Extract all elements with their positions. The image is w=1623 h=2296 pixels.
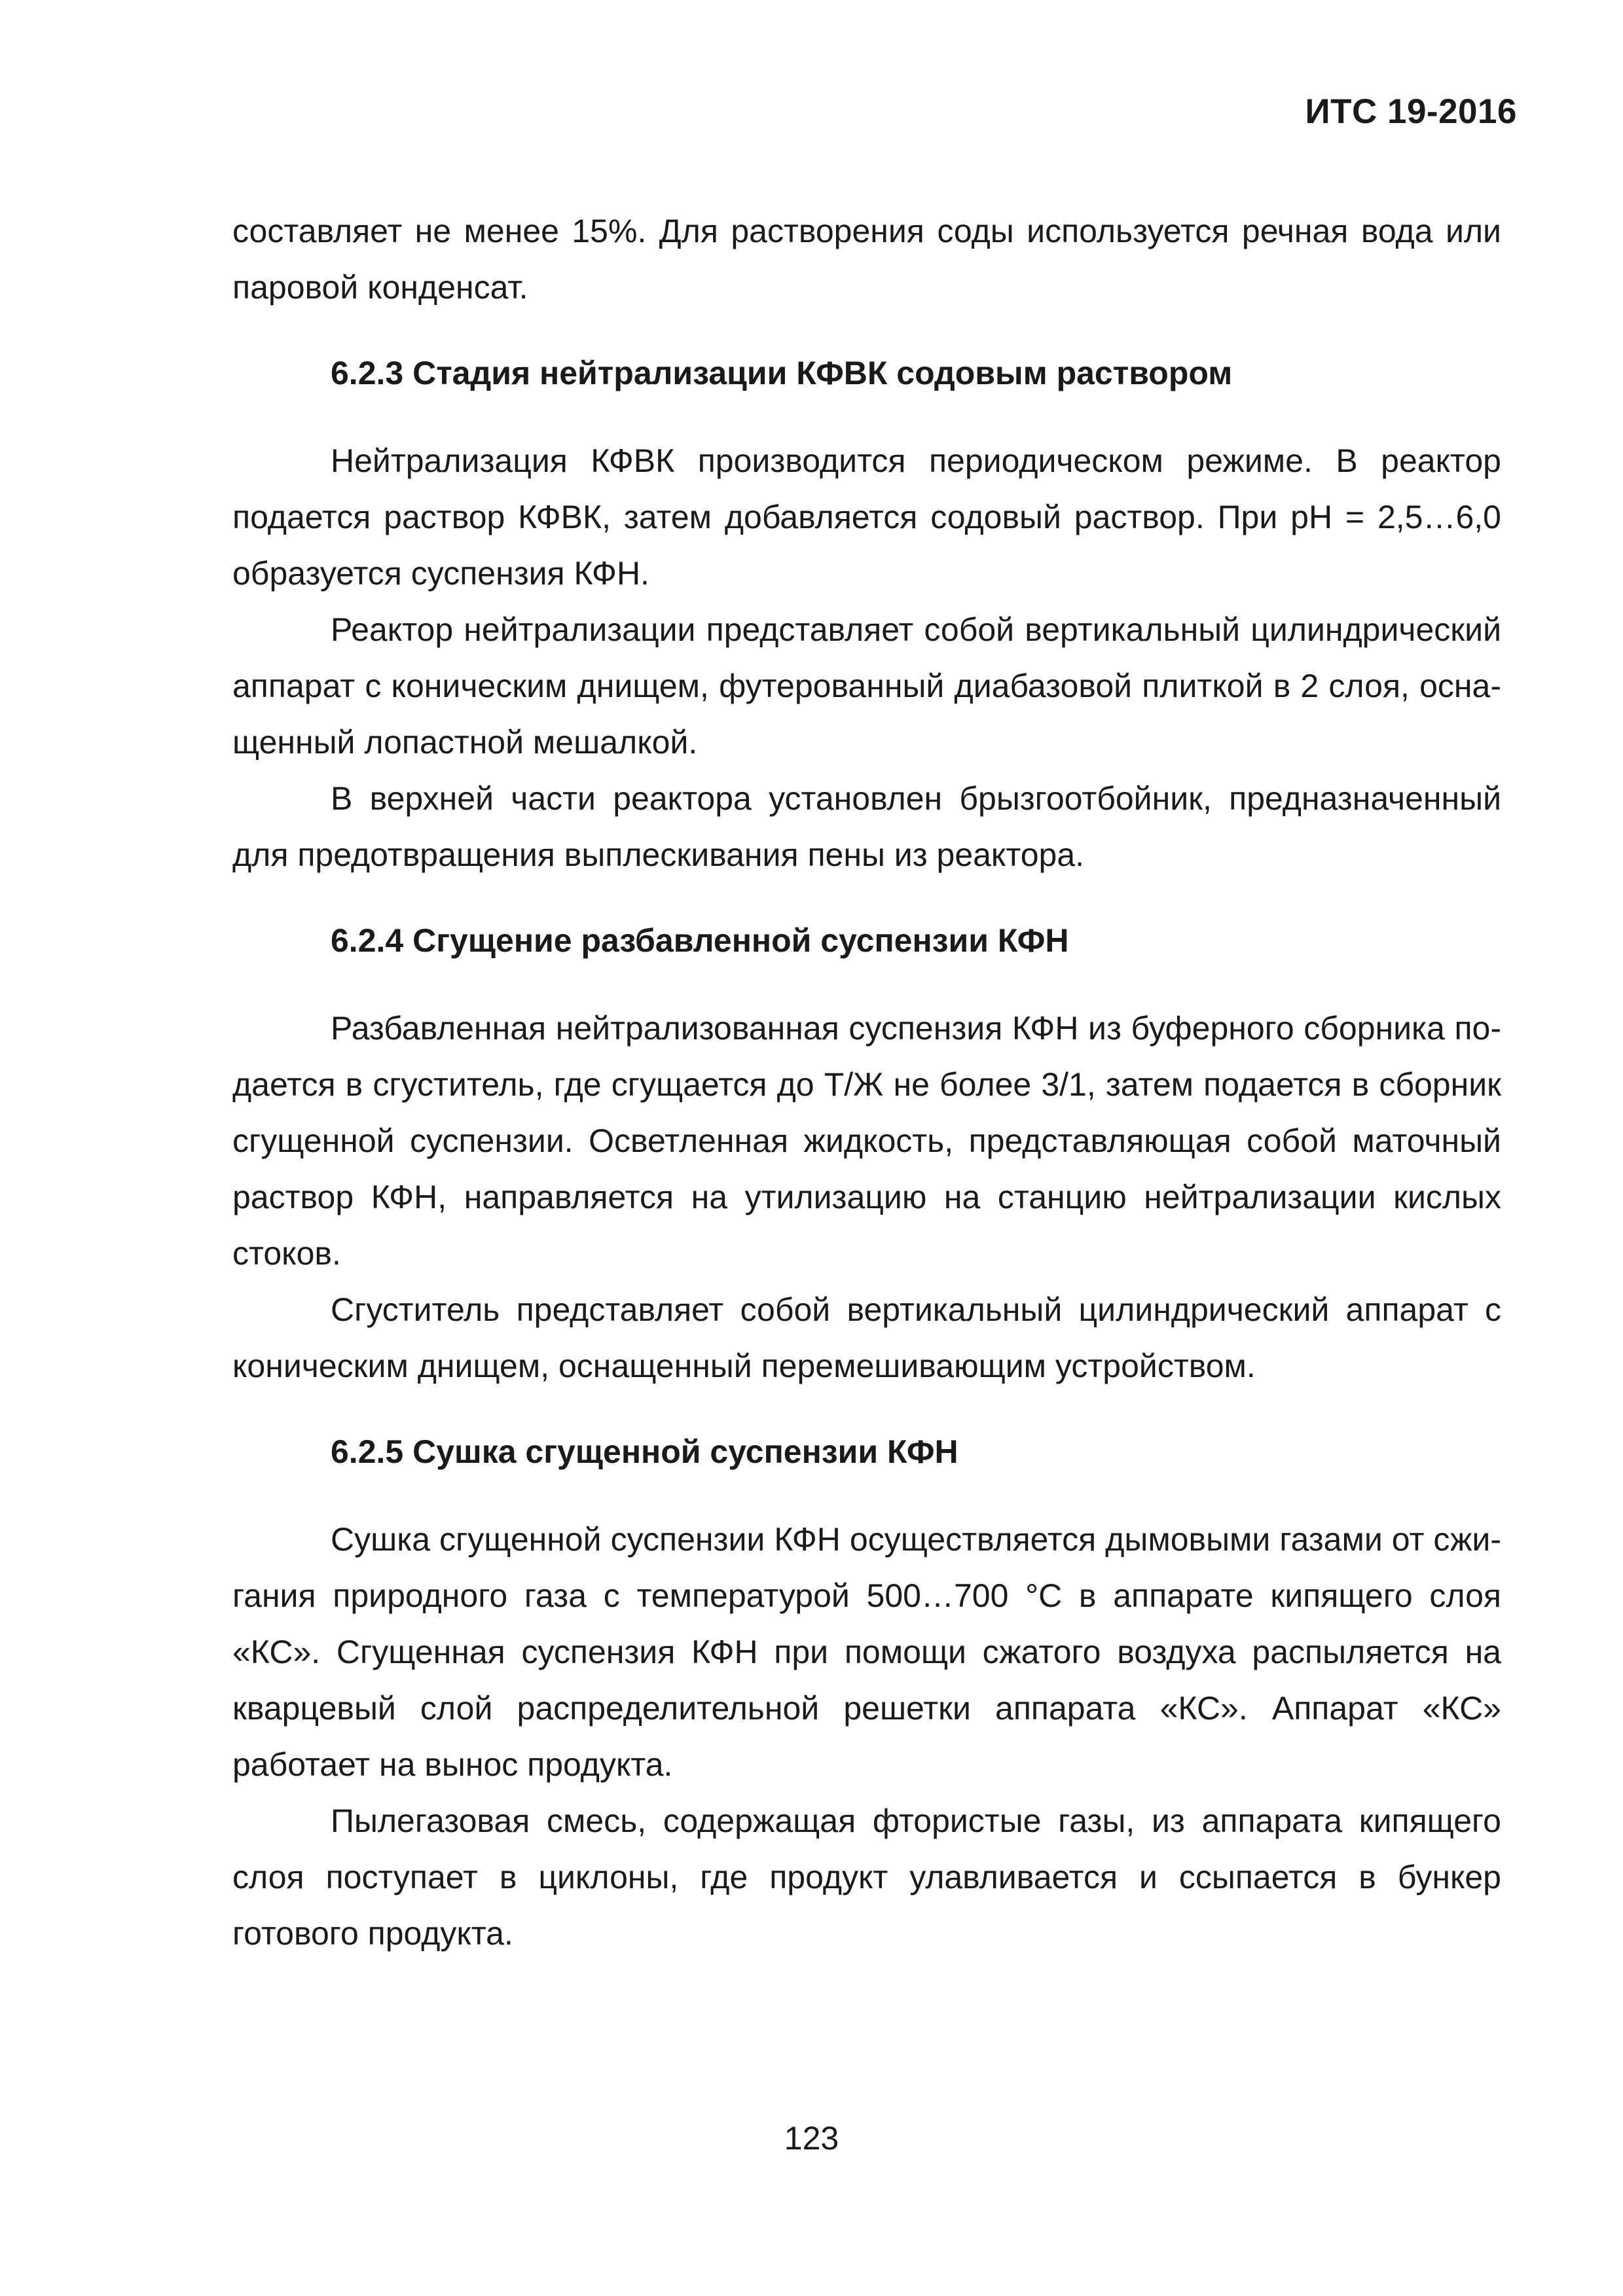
document-id: ИТС 19-2016 (1305, 92, 1517, 131)
section-heading-6-2-5: 6.2.5 Сушка сгущенной суспензии КФН (331, 1433, 958, 1470)
paragraph: Разбавленная нейтрализованная суспензия КФН из буферного сборника подается в сгуститель, где сгущается до Т/Ж не более 3/1, затем подается в сборник сгущенной суспензии. Осветленная жидкость, представляющая собой маточный раствор КФН, направляется на утилизацию на станцию нейтрализации кислых стоков. (232, 1010, 1501, 1272)
page-number: 123 (784, 2120, 839, 2157)
paragraph: Сушка сгущенной суспензии КФН осуществляется дымовыми газами от сжигания природного газа с температурой 500…700 °С в аппарате кипящего слоя «КС». Сгущенная суспензия КФН при помощи сжатого воздуха распыляется на кварцевый слой распределительной решетки аппарата «КС». Аппарат «КС» работает на вынос продукта. (232, 1521, 1501, 1783)
section-heading-6-2-4: 6.2.4 Сгущение разбавленной суспензии КФН (331, 922, 1069, 959)
paragraph: Сгуститель представляет собой вертикальный цилиндрический аппарат с коническим днищем, оснащенный перемешивающим устройством. (232, 1291, 1501, 1384)
paragraph: Реактор нейтрализации представляет собой вертикальный цилиндрический аппарат с коническим днищем, футерованный диабазовой плиткой в 2 слоя, оснащенный лопастной мешалкой. (232, 611, 1501, 761)
intro-paragraph: составляет не менее 15%. Для растворения соды используется речная вода или паровой конденсат. (232, 213, 1501, 306)
paragraph: В верхней части реактора установлен брызгоотбойник, предназначенный для предотвращения выплескивания пены из реактора. (232, 780, 1501, 873)
paragraph: Пылегазовая смесь, содержащая фтористые газы, из аппарата кипящего слоя поступает в циклоны, где продукт улавливается и ссыпается в бункер готового продукта. (232, 1803, 1501, 1952)
section-heading-6-2-3: 6.2.3 Стадия нейтрализации КФВК содовым раствором (331, 355, 1233, 391)
document-body (232, 203, 1501, 1962)
paragraph: Нейтрализация КФВК производится периодическом режиме. В реактор подается раствор КФВК, затем добавляется содовый раствор. При pH = 2,5…6,0 образуется суспензия КФН. (232, 442, 1501, 592)
